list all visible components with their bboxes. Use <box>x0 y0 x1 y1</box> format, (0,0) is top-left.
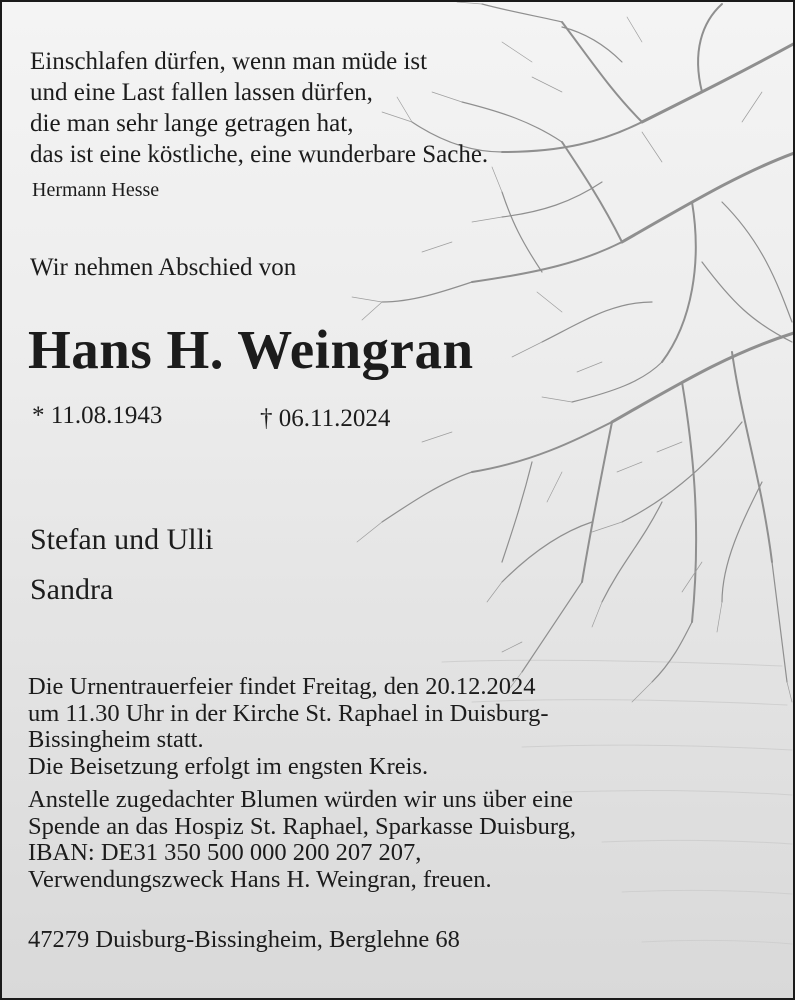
mourners-list <box>30 515 213 615</box>
donation-line: Verwendungszweck Hans H. Weingran, freuen. <box>28 865 492 893</box>
farewell-intro: Wir nehmen Abschied von <box>30 254 297 281</box>
mourner-name: Stefan und Ulli <box>30 523 214 556</box>
poem-line: die man sehr lange getragen hat, <box>30 110 354 137</box>
ceremony-line: Die Urnentrauerfeier findet Freitag, den 20.12.2024 <box>28 673 536 700</box>
burial-note: Die Beisetzung erfolgt im engsten Kreis. <box>28 752 429 780</box>
ceremony-line: Bissingheim statt. <box>28 726 204 753</box>
poem-line: und eine Last fallen lassen dürfen, <box>30 79 373 106</box>
poem-line: Einschlafen dürfen, wenn man müde ist <box>30 48 428 75</box>
death-date: † 06.11.2024 <box>260 405 391 432</box>
donation-line: Spende an das Hospiz St. Raphael, Sparkasse Duisburg, <box>28 812 576 840</box>
deceased-name: Hans H. Weingran <box>28 319 474 380</box>
poem-quote <box>30 46 488 170</box>
family-address: 47279 Duisburg-Bissingheim, Berglehne 68 <box>28 926 460 953</box>
poem-line: das ist eine köstliche, eine wunderbare Sache. <box>30 141 489 168</box>
donation-line: IBAN: DE31 350 500 000 200 207 207, <box>28 839 422 866</box>
poem-author: Hermann Hesse <box>32 179 160 201</box>
donation-line: Anstelle zugedachter Blumen würden wir uns über eine <box>28 786 573 813</box>
mourner-name: Sandra <box>30 573 114 606</box>
ceremony-line: um 11.30 Uhr in der Kirche St. Raphael in Duisburg- <box>28 699 549 727</box>
funeral-information <box>28 674 576 893</box>
birth-date: * 11.08.1943 <box>32 402 163 429</box>
